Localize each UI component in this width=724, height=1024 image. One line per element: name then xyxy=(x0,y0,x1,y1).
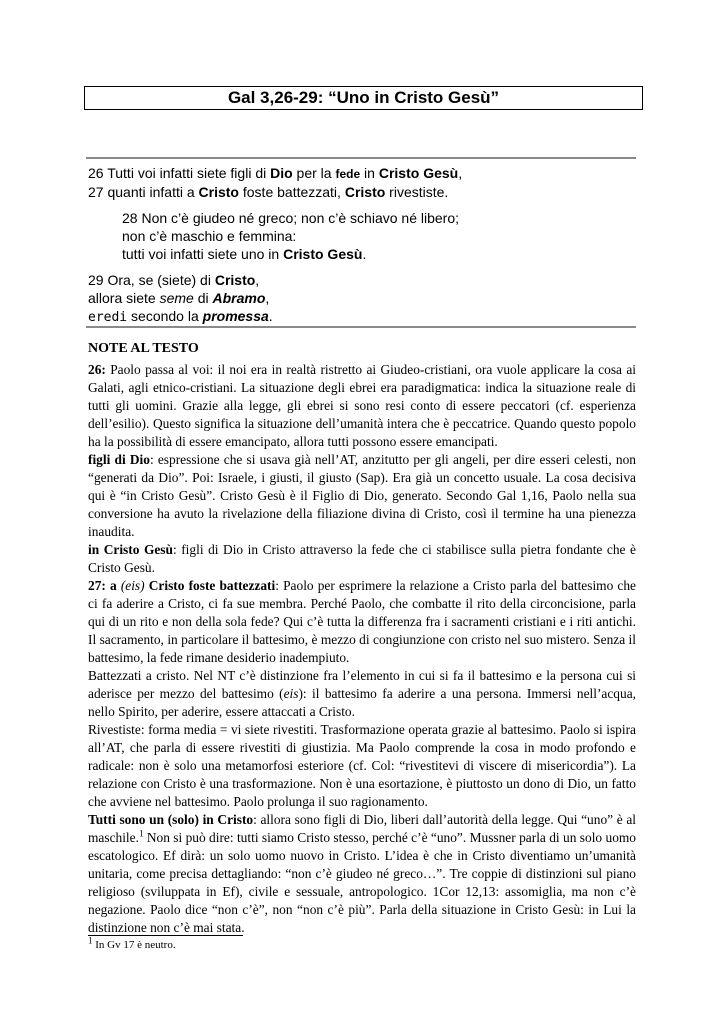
verse-text-italic: seme xyxy=(159,290,194,306)
verse-text: Non c’è giudeo né greco; non c’è schiavo né libero; xyxy=(141,210,460,226)
notes-section xyxy=(88,340,636,937)
page-title: Gal 3,26-29: “Uno in Cristo Gesù” xyxy=(84,86,643,110)
verse-27 xyxy=(88,183,636,201)
verse-text-bold: fede xyxy=(335,167,361,181)
verse-text: Tutti voi infatti siete figli di xyxy=(107,165,271,181)
note-paragraph: Rivestiste: forma media = vi siete rivestiti. Trasformazione operata grazie al battesimo. Paolo si ispira all’AT, che parla di essere rivestiti di giustizia. Ma Paolo comprende la cosa in modo profondo e radicale: non è solo una metamorfosi esteriore (cf. Col: “rivestitevi di viscere di misericordia”). La relazione con Cristo è una trasformazione. Non è una esortazione, è piuttosto un dono di Dio, un fatto che avviene nel battesimo. Paolo prolunga il suo ragionamento. xyxy=(88,722,636,809)
verse-block xyxy=(88,164,636,327)
notes-heading: NOTE AL TESTO xyxy=(88,341,199,356)
note-paragraph: 27: a (eis) Cristo foste battezzati: Paolo per esprimere la relazione a Cristo parla del battesimo che ci fa aderire a Cristo, ci fa sue membra. Perché Paolo, che combatte il rito della circoncisione, parla qui di un rito e non della sola fede? Qui c’è tutta la differenza fra i sacramenti cristiani e i riti antichi. Il sacramento, in particolare il battesimo, è mezzo di congiunzione con cristo nel suo mistero. Senza il battesimo, la fede rimane desiderio inadempiuto. xyxy=(88,578,636,665)
verse-text-bold: Cristo xyxy=(198,184,239,200)
verse-text-bold: Dio xyxy=(270,165,293,181)
verse-line xyxy=(88,289,636,307)
verse-number: 29 xyxy=(88,272,104,288)
note-paragraph: 26: Paolo passa al voi: il noi era in realtà ristretto ai Giudeo-cristiani, ora vuole applicare la cosa ai Galati, agli etnico-cristiani. La situazione degli ebrei era paradigmatica: indica la situazione reale di tutti gli uomini. Grazie alla legge, gli ebrei si sono resi conto di essere peccatori (cf. esperienza dell’esilio). Questo significa la situazione dell’umanità intera che è peccatrice. Quando questo popolo ha la possibilità di essere emancipato, allora tutti possono essere emancipati. xyxy=(88,362,636,449)
footnote-divider xyxy=(88,935,243,936)
verse-text: di xyxy=(193,290,213,306)
footnote-ref[interactable]: 1 xyxy=(138,828,144,839)
verse-text: , xyxy=(255,272,260,288)
verse-line: non c’è maschio e femmina: xyxy=(122,228,297,244)
footnote-number: 1 xyxy=(88,935,93,946)
verse-text: rivestiste. xyxy=(385,184,449,200)
note-paragraph: figli di Dio: espressione che si usava già nell’AT, anzitutto per gli angeli, per dire esseri celesti, non “generati da Dio”. Poi: Israele, i giusti, il giusto (Sap). Era già un concetto usuale. La cosa decisiva qui è “in Cristo Gesù”. Cristo Gesù è il Figlio di Dio, generato. Secondo Gal 1,16, Paolo nella sua conversione ha avuto la rivelazione della filiazione divina di Cristo, così il termine ha una pienezza inaudita. xyxy=(88,452,637,539)
verse-text-bold: Cristo Gesù xyxy=(378,165,459,181)
verse-text-bold-italic: Abramo xyxy=(212,290,266,306)
verse-top-rule xyxy=(86,157,636,159)
verse-text-bold-italic: promessa xyxy=(202,308,269,324)
note-paragraph: Tutti sono un (solo) in Cristo: allora sono figli di Dio, liberi dall’autorità della legge. Qui “uno” è al maschile.$^1$ Non si può dire: tutti siamo Cristo stesso, perché c’è “uno”. Mussner parla di un solo uomo escatologico. Ef dirà: un solo uomo nuovo in Cristo. L’idea è che in Cristo diventiamo un’umanità unitaria, come precisa dettagliando: “non c’è giudeo né greco…”. Tre coppie di distinzioni sul piano religioso (sviluppata in Ef), civile e sessuale, antropologico. 1Cor 12,13: assomiglia, ma non c’è negazione. Paolo dice “non c’è”, non “non c’è più”. Parla della situazione in Cristo Gesù: in Lui la distinzione non c’è mai stata. xyxy=(88,812,636,935)
verse-bottom-rule xyxy=(86,326,636,328)
verse-number: 27 xyxy=(88,184,104,200)
footnote-text: In Gv 17 è neutro. xyxy=(92,939,176,951)
verse-line xyxy=(122,245,636,263)
verse-text: foste battezzati, xyxy=(238,184,345,200)
verse-number: 26 xyxy=(88,165,104,181)
verse-text: quanti infatti a xyxy=(107,184,199,200)
verse-text: . xyxy=(362,246,367,262)
verse-text-bold: Cristo xyxy=(344,184,386,200)
verse-28 xyxy=(88,209,636,263)
note-paragraph: in Cristo Gesù: figli di Dio in Cristo attraverso la fede che ci stabilisce sulla pietra fondante che è Cristo Gesù. xyxy=(88,542,636,575)
verse-text: . xyxy=(268,308,273,324)
note-paragraph: Battezzati a cristo. Nel NT c’è distinzione fra l’elemento in cui si fa il battesimo e la persona cui si aderisce per mezzo del battesimo (eis): il battesimo fa aderire a una persona. Immersi nell’acqua, nello Spirito, per aderire, essere attaccati a Cristo. xyxy=(88,668,636,719)
verse-text: secondo la xyxy=(127,308,203,324)
verse-29 xyxy=(88,271,636,327)
verse-text: eredi xyxy=(88,310,128,325)
verse-text-bold: Cristo xyxy=(214,272,256,288)
verse-line xyxy=(122,209,636,227)
verse-text: , xyxy=(265,290,270,306)
verse-26 xyxy=(88,164,636,183)
verse-line xyxy=(88,271,636,289)
verse-text: in xyxy=(360,165,379,181)
verse-text-bold: Cristo Gesù xyxy=(283,246,363,262)
verse-text: tutti voi infatti siete uno in xyxy=(122,246,284,262)
verse-text: Ora, se (siete) di xyxy=(107,272,215,288)
verse-line xyxy=(88,307,636,327)
verse-text: per la xyxy=(292,165,336,181)
verse-text: , xyxy=(458,165,463,181)
footnote xyxy=(88,935,176,952)
verse-text: allora siete xyxy=(88,290,160,306)
verse-number: 28 xyxy=(122,210,138,226)
